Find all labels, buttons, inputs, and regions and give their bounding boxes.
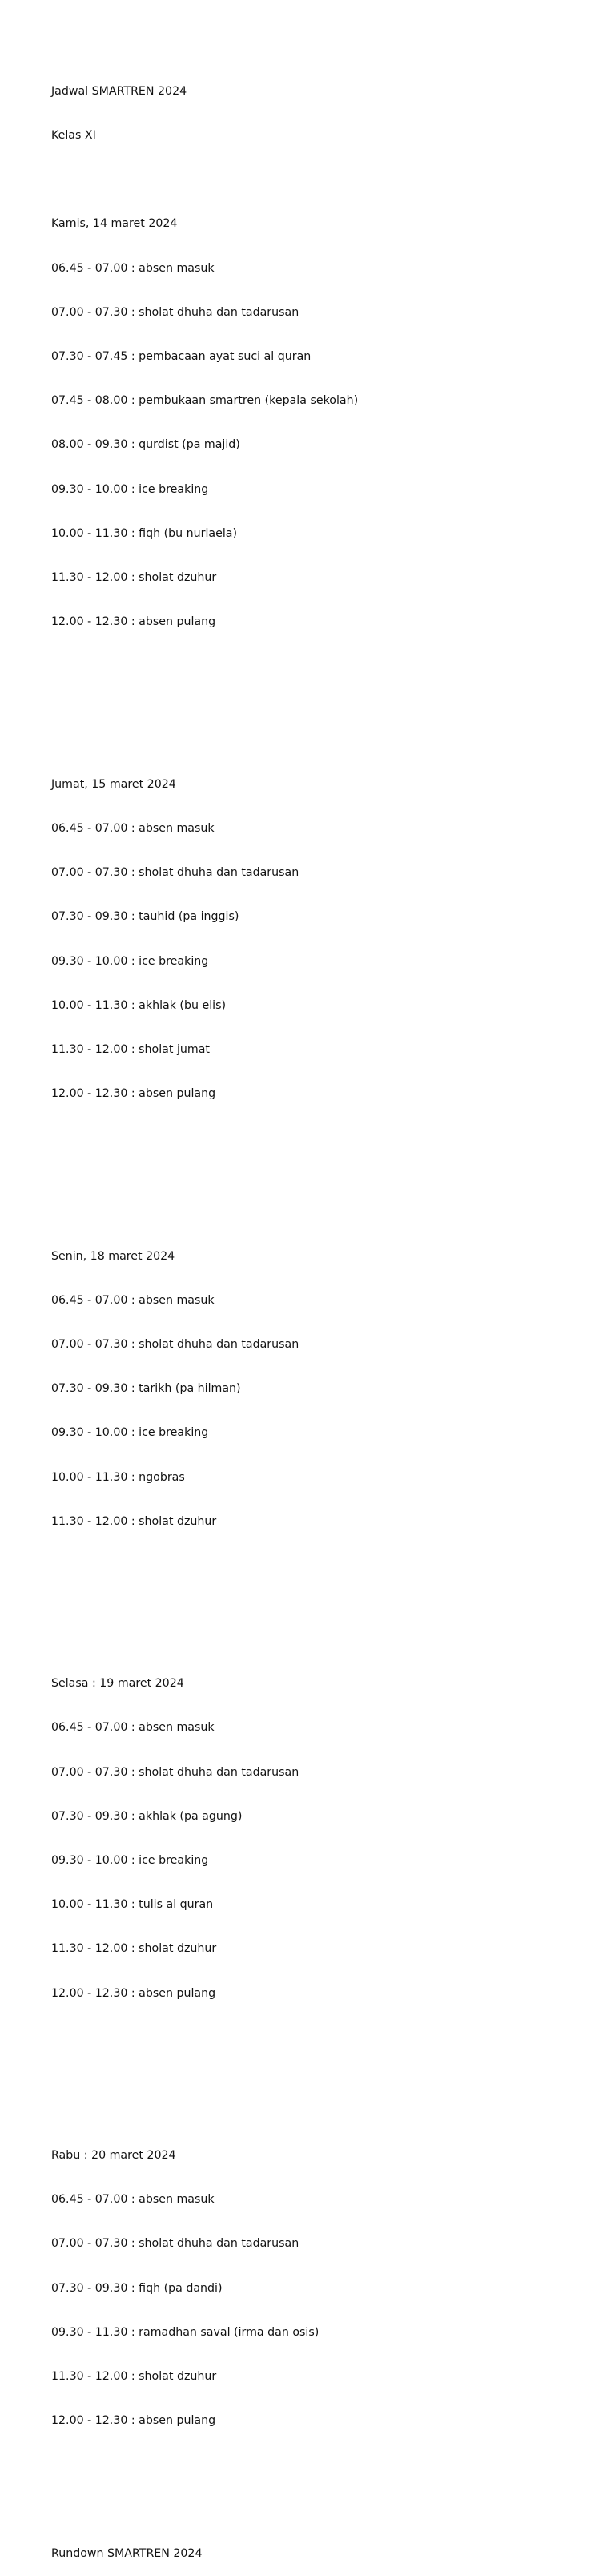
schedule-line: 11.30 - 12.00 : sholat dzuhur	[51, 571, 217, 585]
section-spacer	[51, 2060, 358, 2074]
class-label: Kelas XI	[51, 129, 96, 143]
schedule-line: 07.00 - 07.30 : sholat dhuha dan tadarusan	[51, 1337, 299, 1351]
schedule-line: 07.00 - 07.30 : sholat dhuha dan tadarusan	[51, 305, 299, 319]
schedule-line: 07.30 - 09.30 : tarikh (pa hilman)	[51, 1382, 241, 1396]
schedule-line: 09.30 - 10.00 : ice breaking	[51, 482, 209, 496]
schedule-line: 07.30 - 07.45 : pembacaan ayat suci al quran	[51, 350, 312, 364]
day-heading: Rabu : 20 maret 2024	[51, 2149, 176, 2163]
schedule-line: 08.00 - 09.30 : qurdist (pa majid)	[51, 438, 240, 452]
schedule-line: 11.30 - 12.00 : sholat dzuhur	[51, 2370, 217, 2384]
schedule-line: 11.30 - 12.00 : sholat dzuhur	[51, 1514, 217, 1528]
schedule-line: 12.00 - 12.30 : absen pulang	[51, 615, 216, 629]
schedule-line: 06.45 - 07.00 : absen masuk	[51, 1293, 215, 1307]
schedule-line: 09.30 - 11.30 : ramadhan saval (irma dan osis)	[51, 2325, 320, 2339]
day-section-selasa	[51, 1647, 358, 2030]
section-spacer	[51, 2487, 358, 2501]
schedule-line: 06.45 - 07.00 : absen masuk	[51, 2193, 215, 2207]
rundown-heading: Rundown SMARTREN 2024	[51, 2546, 203, 2560]
schedule-line: 10.00 - 11.30 : akhlak (bu elis)	[51, 998, 227, 1012]
schedule-line: 07.30 - 09.30 : akhlak (pa agung)	[51, 1809, 243, 1823]
day-section-rabu	[51, 2118, 358, 2457]
day-heading: Kamis, 14 maret 2024	[51, 217, 178, 231]
schedule-line: 07.00 - 07.30 : sholat dhuha dan tadarusan	[51, 1765, 299, 1779]
document-title: Jadwal SMARTREN 2024	[51, 84, 187, 98]
day-section-jumat	[51, 748, 358, 1131]
day-section-senin	[51, 1219, 358, 1558]
schedule-line: 07.45 - 08.00 : pembukaan smartren (kepala sekolah)	[51, 394, 359, 408]
schedule-line: 09.30 - 10.00 : ice breaking	[51, 1854, 209, 1868]
schedule-line: 06.45 - 07.00 : absen masuk	[51, 821, 215, 835]
day-section-kamis	[51, 187, 358, 659]
section-spacer	[51, 688, 358, 703]
schedule-line: 11.30 - 12.00 : sholat jumat	[51, 1042, 210, 1056]
schedule-line: 07.30 - 09.30 : tauhid (pa inggis)	[51, 910, 239, 924]
schedule-line: 12.00 - 12.30 : absen pulang	[51, 2414, 216, 2428]
schedule-line: 10.00 - 11.30 : ngobras	[51, 1470, 185, 1484]
schedule-line: 12.00 - 12.30 : absen pulang	[51, 1986, 216, 2000]
schedule-line: 06.45 - 07.00 : absen masuk	[51, 1721, 215, 1735]
schedule-line: 10.00 - 11.30 : tulis al quran	[51, 1898, 214, 1912]
schedule-line: 07.00 - 07.30 : sholat dhuha dan tadarusan	[51, 2237, 299, 2251]
day-heading: Senin, 18 maret 2024	[51, 1249, 175, 1263]
document-body	[51, 54, 358, 2576]
schedule-line: 10.00 - 11.30 : fiqh (bu nurlaela)	[51, 526, 238, 540]
section-spacer	[51, 1588, 358, 1602]
schedule-line: 07.30 - 09.30 : fiqh (pa dandi)	[51, 2281, 223, 2295]
day-heading: Selasa : 19 maret 2024	[51, 1677, 184, 1691]
schedule-line: 07.00 - 07.30 : sholat dhuha dan tadarusan	[51, 866, 299, 880]
schedule-line: 11.30 - 12.00 : sholat dzuhur	[51, 1942, 217, 1956]
section-spacer	[51, 1160, 358, 1175]
schedule-line: 09.30 - 10.00 : ice breaking	[51, 954, 209, 968]
schedule-line: 06.45 - 07.00 : absen masuk	[51, 261, 215, 275]
schedule-line: 09.30 - 10.00 : ice breaking	[51, 1426, 209, 1440]
day-heading: Jumat, 15 maret 2024	[51, 777, 176, 791]
schedule-line: 12.00 - 12.30 : absen pulang	[51, 1087, 216, 1101]
